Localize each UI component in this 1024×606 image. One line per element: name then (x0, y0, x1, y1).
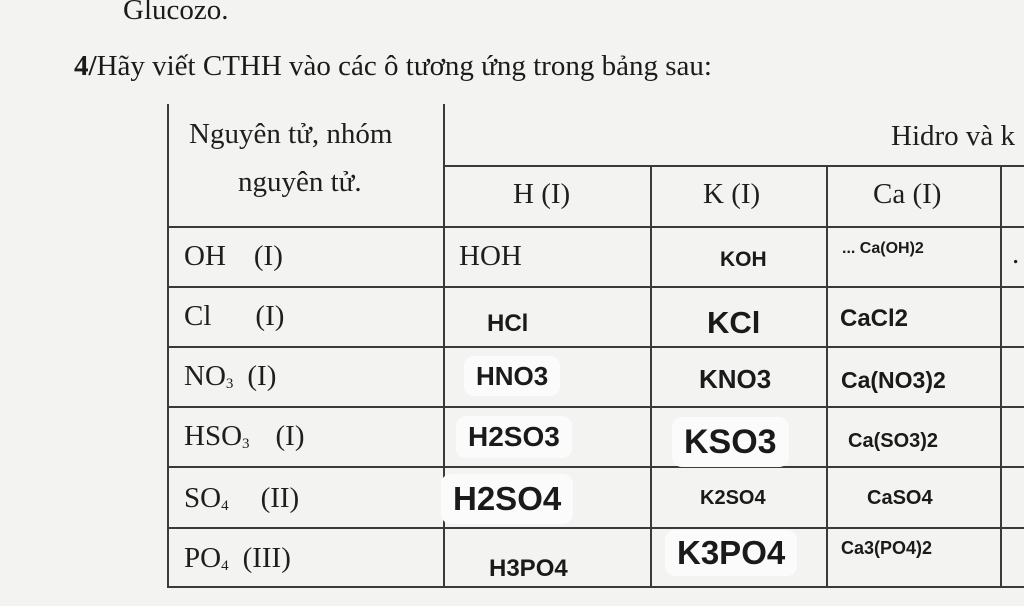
cell-h: HOH (459, 240, 522, 272)
corner-header-line1: Nguyên tử, nhóm (189, 118, 393, 150)
cell-ca: Ca(SO3)2 (848, 430, 939, 452)
cell-h: H3PO4 (489, 555, 568, 582)
cell-ca: ... Ca(OH)2 (842, 240, 924, 257)
row-label: $HSO_3$ (I) (184, 420, 305, 452)
table-line (168, 406, 1024, 408)
table-line (168, 226, 1024, 228)
row-label: Cl (I) (184, 300, 285, 332)
cell-extra: . (1012, 238, 1020, 270)
table-line (650, 165, 652, 588)
table-line (168, 586, 1024, 588)
cell-ca: Ca3(PO4)2 (841, 538, 933, 558)
cell-h: H2SO4 (441, 474, 573, 524)
table-line (167, 104, 169, 588)
corner-header-line2: nguyên tử. (238, 166, 362, 198)
table-line (826, 165, 828, 588)
row-label: $NO_3$ (I) (184, 360, 277, 392)
table-line (443, 165, 1024, 167)
cell-k: KNO3 (699, 364, 772, 394)
group-header: Hidro và k (891, 120, 1016, 152)
cell-h: H2SO3 (456, 416, 572, 458)
top-text: Glucozo. (123, 0, 229, 26)
cell-k: KCl (707, 305, 761, 340)
col-header-ca: Ca (I) (873, 178, 942, 210)
cell-k: KSO3 (672, 417, 789, 467)
col-header-k: K (I) (703, 178, 761, 210)
col-header-h: H (I) (513, 178, 571, 210)
cell-h: HCl (487, 310, 529, 337)
cell-k: KOH (720, 248, 767, 271)
cell-ca: CaSO4 (867, 487, 933, 509)
table-line (168, 346, 1024, 348)
exercise-number: 4/ (74, 50, 97, 82)
cell-ca: Ca(NO3)2 (841, 367, 946, 393)
cell-k: K3PO4 (665, 530, 797, 576)
table-line (168, 286, 1024, 288)
table-line (168, 466, 1024, 468)
cell-h: HNO3 (464, 356, 560, 396)
row-label: OH (I) (184, 240, 283, 272)
table-line (168, 527, 1024, 529)
cell-k: K2SO4 (700, 487, 766, 509)
table-line (1000, 165, 1002, 588)
row-label: $SO_4$ (II) (184, 482, 300, 514)
exercise-instruction: Hãy viết CTHH vào các ô tương ứng trong bảng sau: (96, 50, 712, 82)
row-label: $PO_4$ (III) (184, 542, 291, 574)
cell-ca: CaCl2 (840, 305, 909, 332)
